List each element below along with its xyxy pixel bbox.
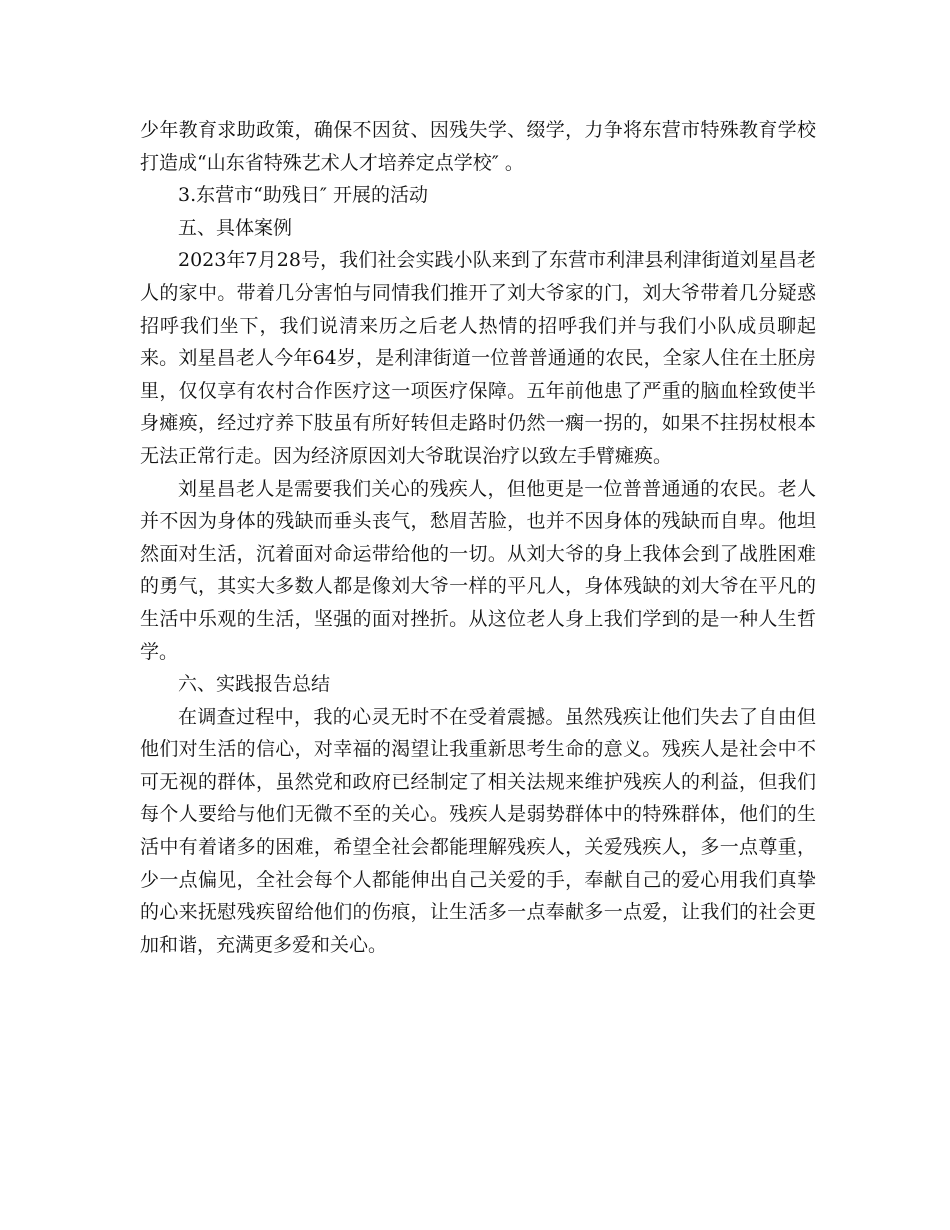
document-body — [140, 114, 816, 961]
case-paragraph-1: 2023年7月28号，我们社会实践小队来到了东营市利津县利津街道刘星昌老人的家中。带着几分害怕与同情我们推开了刘大爷家的门，刘大爷带着几分疑惑招呼我们坐下，我们说清来历之后老人热情的招呼我们并与我们小队成员聊起来。刘星昌老人今年64岁，是利津街道一位普普通通的农民，全家人住在土胚房里，仅仅享有农村合作医疗这一项医疗保障。五年前他患了严重的脑血栓致使半身瘫痪，经过疗养下肢虽有所好转但走路时仍然一瘸一拐的，如果不拄拐杖根本无法正常行走。因为经济原因刘大爷耽误治疗以致左手臂瘫痪。 — [140, 249, 816, 467]
case-paragraph-2: 刘星昌老人是需要我们关心的残疾人，但他更是一位普普通通的农民。老人并不因为身体的残缺而垂头丧气，愁眉苦脸，也并不因身体的残缺而自卑。他坦然面对生活，沉着面对命运带给他的一切。从刘大爷的身上我体会到了战胜困难的勇气，其实大多数人都是像刘大爷一样的平凡人，身体残缺的刘大爷在平凡的生活中乐观的生活，坚强的面对挫折。从这位老人身上我们学到的是一种人生哲学。 — [140, 477, 816, 663]
continuation-paragraph: 少年教育求助政策，确保不因贫、因残失学、缀学，力争将东营市特殊教育学校打造成“山东省特殊艺术人才培养定点学校″ 。 — [140, 119, 816, 174]
summary-paragraph: 在调查过程中，我的心灵无时不在受着震撼。虽然残疾让他们失去了自由但他们对生活的信心，对幸福的渴望让我重新思考生命的意义。残疾人是社会中不可无视的群体，虽然党和政府已经制定了相关法规来维护残疾人的利益，但我们每个人要给与他们无微不至的关心。残疾人是弱势群体中的特殊群体，他们的生活中有着诸多的困难，希望全社会都能理解残疾人，关爱残疾人，多一点尊重，少一点偏见，全社会每个人都能伸出自己关爱的手，奉献自己的爱心用我们真挚的心来抚慰残疾留给他们的伤痕，让生活多一点奉献多一点爱，让我们的社会更加和谐，充满更多爱和关心。 — [140, 705, 816, 956]
section-6-heading: 六、实践报告总结 — [178, 673, 331, 696]
section-5-heading: 五、具体案例 — [178, 216, 293, 239]
item-3-heading: 3.东营市“助残日″ 开展的活动 — [178, 184, 428, 207]
